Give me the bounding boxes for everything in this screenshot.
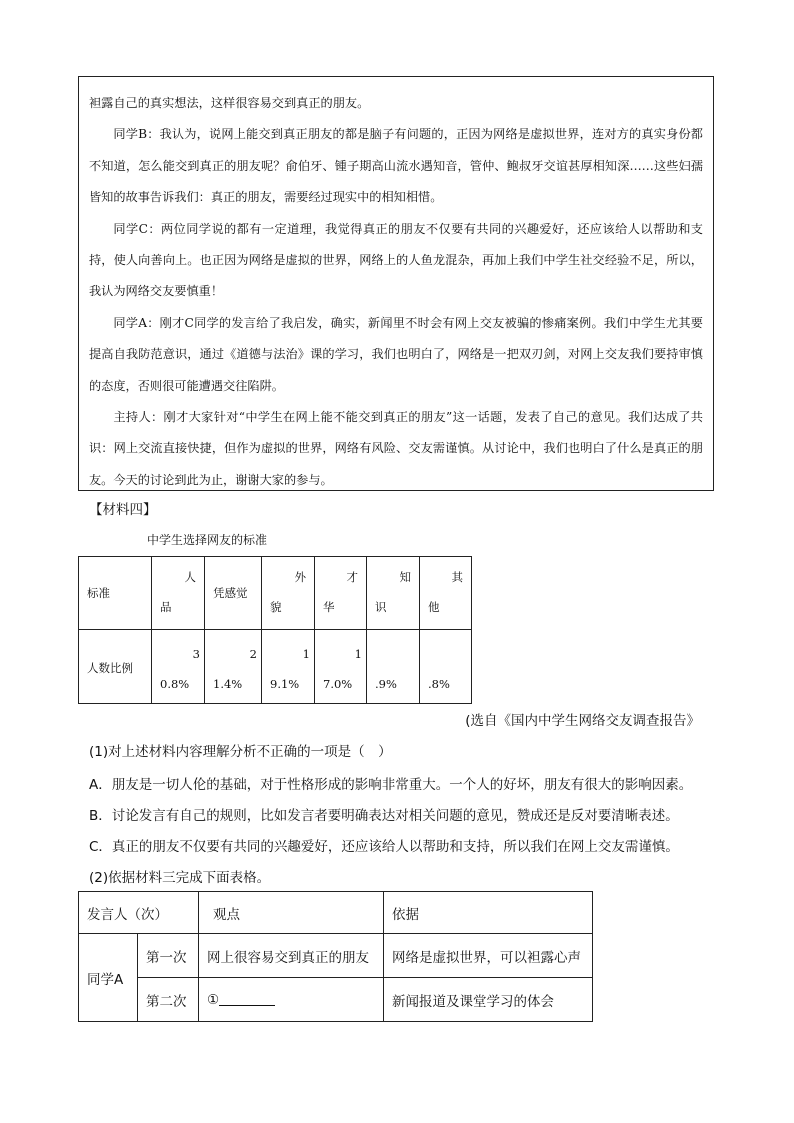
row-header-cell: 标准 xyxy=(79,557,152,630)
question-2-stem: (2)依据材料三完成下面表格。 xyxy=(89,870,271,886)
viewpoint-answer-cell[interactable] xyxy=(199,978,384,1022)
basis-cell: 新闻报道及课堂学习的体会 xyxy=(384,978,593,1022)
dialog-paragraph-student-c: 同学C：两位同学说的都有一定道理，我觉得真正的朋友不仅要有共同的兴趣爱好，还应该给人以帮助和支持，使人向善向上。也正因为网络是虚拟的世界，网络上的人鱼龙混杂，再加上我们中学生社交经验不足，所以，我认为网络交友要慎重！ xyxy=(89,221,703,299)
percentage-cell: 1 7.0% xyxy=(315,630,367,704)
table-row xyxy=(79,557,472,630)
criteria-cell: 凭感觉 xyxy=(205,557,262,630)
dialog-paragraph-host: 主持人：刚才大家针对“中学生在网上能不能交到真正的朋友”这一话题，发表了自己的意见。我们达成了共识：网上交流直接快捷，但作为虚拟的世界，网络有风险、交友需谨慎。从讨论中，我们也明白了什么是真正的朋友。今天的讨论到此为止，谢谢大家的参与。 xyxy=(89,410,703,487)
time-cell: 第一次 xyxy=(138,934,199,978)
source-citation: (选自《国内中学生网络交友调查报告》 xyxy=(465,713,700,729)
table-row xyxy=(79,892,593,934)
percentage-cell: .8% xyxy=(420,630,472,704)
criteria-cell: 知 识 xyxy=(367,557,420,630)
table-row xyxy=(79,934,593,978)
table-row xyxy=(79,630,472,704)
question-1-stem: (1)对上述材料内容理解分析不正确的一项是（ ） xyxy=(89,744,392,760)
percentage-cell: 2 1.4% xyxy=(205,630,262,704)
dialog-paragraph-student-b: 同学B：我认为，说网上能交到真正朋友的都是脑子有问题的，正因为网络是虚拟世界，连对方的真实身份都不知道，怎么能交到真正的朋友呢？俞伯牙、锺子期高山流水遇知音，管仲、鲍叔牙交谊甚厚相知深……这些妇孺皆知的故事告诉我们：真正的朋友，需要经过现实中的相知相惜。 xyxy=(89,127,703,205)
survey-table-title: 中学生选择网友的标准 xyxy=(147,533,268,547)
friend-criteria-table xyxy=(78,556,472,704)
row-header-cell: 人数比例 xyxy=(79,630,152,704)
dialog-paragraph-student-a: 同学A：刚才C同学的发言给了我启发，确实，新闻里不时会有网上交友被骗的惨痛案例。我们中学生尤其要提高自我防范意识，通过《道德与法治》课的学习，我们也明白了，网络是一把双刃剑，对网上交友我们要持审慎的态度，否则很可能遭遇交往陷阱。 xyxy=(89,315,703,393)
criteria-cell: 其 他 xyxy=(420,557,472,630)
percentage-cell: .9% xyxy=(367,630,420,704)
material-four-title: 【材料四】 xyxy=(89,502,157,518)
viewpoint-cell: 网上很容易交到真正的朋友 xyxy=(199,934,384,978)
discussion-transcript-box xyxy=(78,76,714,491)
table-row xyxy=(79,978,593,1022)
header-viewpoint: 观点 xyxy=(199,892,384,934)
option-b: B．讨论发言有自己的规则，比如发言者要明确表达对相关问题的意见，赞成还是反对要清晰表述。 xyxy=(89,808,679,824)
dialog-paragraph: 袒露自己的真实想法，这样很容易交到真正的朋友。 xyxy=(89,96,370,110)
header-speaker: 发言人（次） xyxy=(79,892,199,934)
percentage-cell: 1 9.1% xyxy=(262,630,315,704)
basis-cell: 网络是虚拟世界，可以袒露心声 xyxy=(384,934,593,978)
option-a: A．朋友是一切人伦的基础，对于性格形成的影响非常重大。一个人的好坏，朋友有很大的影响因素。 xyxy=(89,777,693,793)
blank-marker: ① xyxy=(207,992,220,1008)
time-cell: 第二次 xyxy=(138,978,199,1022)
criteria-cell: 外 貌 xyxy=(262,557,315,630)
speaker-cell: 同学A xyxy=(79,934,138,1022)
option-c: C．真正的朋友不仅要有共同的兴趣爱好，还应该给人以帮助和支持，所以我们在网上交友需谨慎。 xyxy=(89,839,679,855)
criteria-cell: 才 华 xyxy=(315,557,367,630)
percentage-cell: 3 0.8% xyxy=(152,630,205,704)
criteria-cell: 人 品 xyxy=(152,557,205,630)
answer-table xyxy=(78,891,593,1022)
header-basis: 依据 xyxy=(384,892,593,934)
answer-blank[interactable] xyxy=(219,991,275,1006)
